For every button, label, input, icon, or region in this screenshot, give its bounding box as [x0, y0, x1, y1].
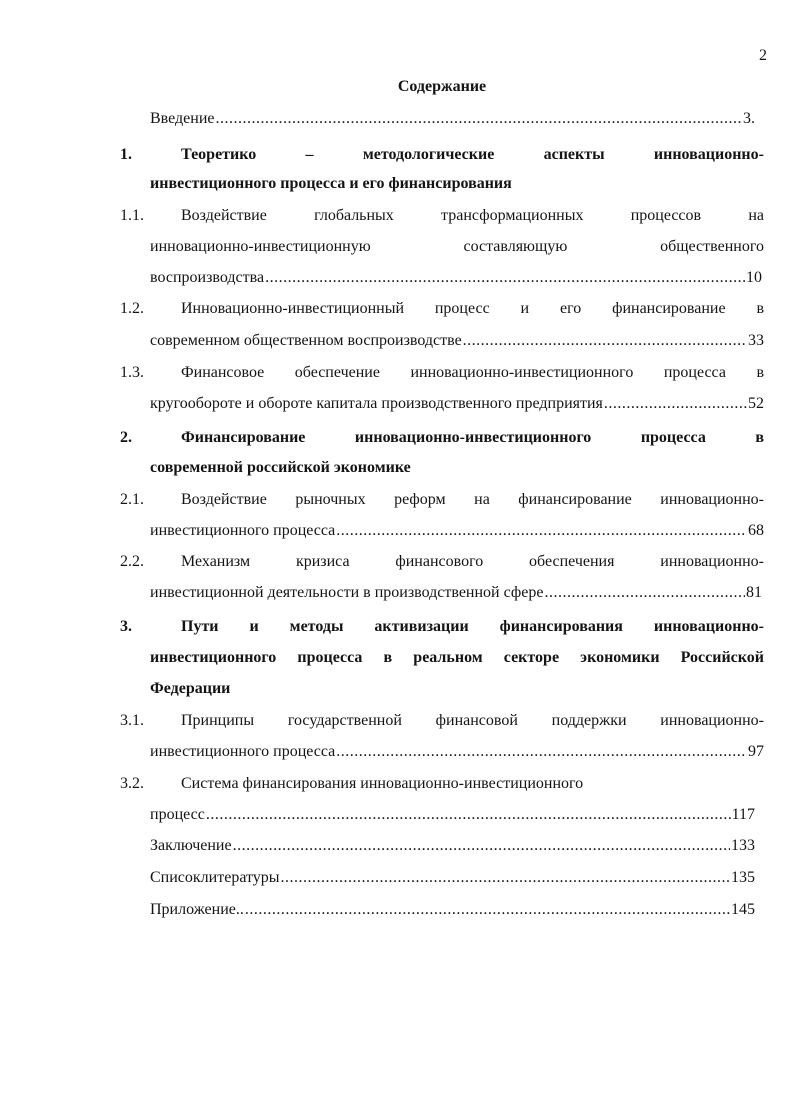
- toc-page-ref: 133: [731, 837, 755, 854]
- subsection-line: [150, 237, 764, 257]
- section-heading-line: Пути и методы активизации финансирования инновационно-: [181, 618, 764, 635]
- toc-entry-3-2[interactable]: [150, 805, 755, 825]
- word: обеспечения: [529, 553, 615, 570]
- subsection-line: Финансовое обеспечение инновационно-инвестиционного процесса в: [181, 364, 764, 381]
- leader-dots: [604, 394, 747, 414]
- word: кризиса: [295, 553, 350, 570]
- leader-dots: [336, 742, 747, 762]
- word: глобальных: [314, 207, 394, 224]
- toc-entry-text: современном общественном воспроизводстве: [150, 332, 462, 349]
- word: в: [755, 429, 764, 446]
- toc-title: Содержание: [397, 78, 487, 95]
- subsection-line: [181, 206, 764, 226]
- toc-entry-1-2[interactable]: [150, 331, 764, 351]
- word: процессов: [630, 207, 702, 224]
- subsection-number: 2.2.: [120, 553, 144, 570]
- word: общественного: [660, 238, 764, 255]
- toc-entry-text: кругообороте и обороте капитала производственного предприятия: [150, 395, 603, 412]
- subsection-number: 1.1.: [120, 207, 144, 224]
- toc-page-ref: 135: [731, 869, 755, 886]
- subsection-line: [181, 552, 764, 572]
- word: Финансирование: [181, 429, 306, 446]
- leader-dots: [336, 521, 747, 541]
- section-number: 3.: [120, 618, 132, 635]
- toc-entry-text: Списоклитературы: [150, 869, 280, 886]
- leader-dots: [216, 109, 743, 129]
- toc-entry-2-2[interactable]: [150, 583, 762, 603]
- section-heading-line: [181, 428, 764, 448]
- toc-page-ref: 117: [731, 806, 755, 823]
- subsection-number: 2.1.: [120, 491, 144, 508]
- toc-entry-text: воспроизводства: [150, 269, 265, 286]
- toc-entry-intro[interactable]: [150, 109, 755, 129]
- leader-dots: [206, 805, 731, 825]
- page-number: 2: [759, 47, 767, 64]
- toc-entry-text: Приложение..: [150, 901, 244, 918]
- toc-page-ref: 97: [748, 743, 764, 760]
- section-heading-line: [181, 145, 764, 165]
- subsection-line: Воздействие рыночных реформ на финансирование инновационно-: [181, 491, 764, 508]
- subsection-number: 3.1.: [120, 712, 144, 729]
- section-heading-line: Федерации: [150, 680, 231, 697]
- section-number: 2.: [120, 429, 132, 446]
- toc-entry-appendix[interactable]: [150, 900, 755, 920]
- toc-entry-text: процесс: [150, 806, 205, 823]
- section-heading-line: инвестиционного процесса в реальном секторе экономики Российской: [150, 649, 764, 666]
- toc-page-ref: 3.: [743, 110, 755, 127]
- toc-entry-1-1[interactable]: [150, 268, 762, 288]
- word: инновационно-инвестиционного: [354, 429, 592, 446]
- subsection-line: Принципы государственной финансовой поддержки инновационно-: [181, 712, 764, 729]
- word: Теоретико: [181, 146, 257, 163]
- word: на: [748, 207, 764, 224]
- toc-page-ref: 68: [748, 522, 764, 539]
- section-number: 1.: [120, 146, 132, 163]
- section-heading-line: современной российской экономике: [150, 459, 411, 476]
- word: Механизм: [181, 553, 251, 570]
- toc-entry-3-1[interactable]: [150, 742, 764, 762]
- leader-dots: [281, 868, 730, 888]
- subsection-line: Система финансирования инновационно-инвестиционного: [181, 775, 584, 792]
- leader-dots: [463, 331, 747, 351]
- toc-page-ref: 81: [746, 584, 762, 601]
- subsection-line: Инновационно-инвестиционный процесс и его финансирование в: [181, 300, 764, 317]
- subsection-number: 1.3.: [120, 364, 144, 381]
- toc-entry-text: Заключение: [150, 837, 232, 854]
- toc-entry-1-3[interactable]: [150, 394, 764, 414]
- toc-entry-text: инвестиционной деятельности в производственной сфере: [150, 584, 544, 601]
- word: трансформационных: [441, 207, 584, 224]
- toc-entry-text: инвестиционного процесса: [150, 743, 336, 760]
- subsection-number: 3.2.: [120, 775, 144, 792]
- word: инновационно-: [653, 146, 764, 163]
- word: Воздействие: [181, 207, 267, 224]
- toc-entry-2-1[interactable]: [150, 521, 764, 541]
- toc-entry-conclusion[interactable]: [150, 836, 755, 856]
- section-heading-line: инвестиционного процесса и его финансирования: [150, 175, 512, 192]
- leader-dots: [233, 836, 730, 856]
- leader-dots: [544, 583, 745, 603]
- subsection-number: 1.2.: [120, 300, 144, 317]
- toc-page-ref: 33: [748, 332, 764, 349]
- toc-page-ref: 145: [731, 901, 755, 918]
- word: процесса: [640, 429, 706, 446]
- word: финансового: [395, 553, 484, 570]
- toc-entry-text: инвестиционного процесса: [150, 522, 336, 539]
- toc-page-ref: 10: [746, 269, 762, 286]
- toc-entry-bibliography[interactable]: [150, 868, 755, 888]
- word: инновационно-: [660, 553, 764, 570]
- word: –: [305, 146, 314, 163]
- leader-dots: [245, 900, 730, 920]
- leader-dots: [265, 268, 745, 288]
- toc-entry-text: Введение: [150, 110, 215, 127]
- word: инновационно-инвестиционную: [150, 238, 371, 255]
- toc-page-ref: 52: [748, 395, 764, 412]
- word: аспекты: [543, 146, 605, 163]
- word: составляющую: [463, 238, 568, 255]
- word: методологические: [362, 146, 495, 163]
